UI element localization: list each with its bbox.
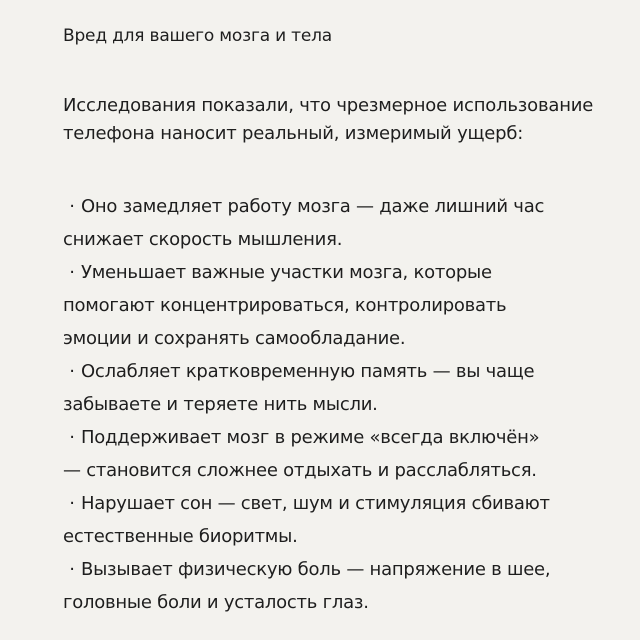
list-item	[63, 487, 623, 553]
bullet-marker: ·	[69, 196, 75, 217]
list-item-line: Нарушает сон — свет, шум и стимуляция сбивают	[81, 493, 550, 514]
document-title: Вред для вашего мозга и тела	[63, 26, 333, 46]
intro-paragraph: Исследования показали, что чрезмерное использование телефона наносит реальный, измеримый ущерб:	[63, 95, 594, 144]
list-item-line: головные боли и усталость глаз.	[63, 592, 369, 613]
list-item-line: эмоции и сохранять самообладание.	[63, 328, 406, 349]
list-item	[63, 421, 623, 487]
bullet-marker: ·	[69, 493, 75, 514]
list-item-line: Оно замедляет работу мозга — даже лишний час	[81, 196, 545, 217]
list-item-line: забываете и теряете нить мысли.	[63, 394, 378, 415]
list-item-line: Поддерживает мозг в режиме «всегда включён»	[81, 427, 540, 448]
list-item-line: Ослабляет кратковременную память — вы чаще	[81, 361, 535, 382]
bullet-marker: ·	[69, 559, 75, 580]
list-item	[63, 553, 623, 619]
bullet-marker: ·	[69, 262, 75, 283]
list-item-line: снижает скорость мышления.	[63, 229, 343, 250]
bullet-marker: ·	[69, 361, 75, 382]
list-item	[63, 355, 623, 421]
list-item-line: — становится сложнее отдыхать и расслабляться.	[63, 460, 537, 481]
list-item	[63, 256, 623, 355]
list-item-line: естественные биоритмы.	[63, 526, 298, 547]
list-item	[63, 190, 623, 256]
harm-list	[63, 190, 623, 619]
list-item-line: Вызывает физическую боль — напряжение в шее,	[81, 559, 551, 580]
list-item-line: Уменьшает важные участки мозга, которые	[81, 262, 492, 283]
bullet-marker: ·	[69, 427, 75, 448]
list-item-line: помогают концентрироваться, контролировать	[63, 295, 507, 316]
